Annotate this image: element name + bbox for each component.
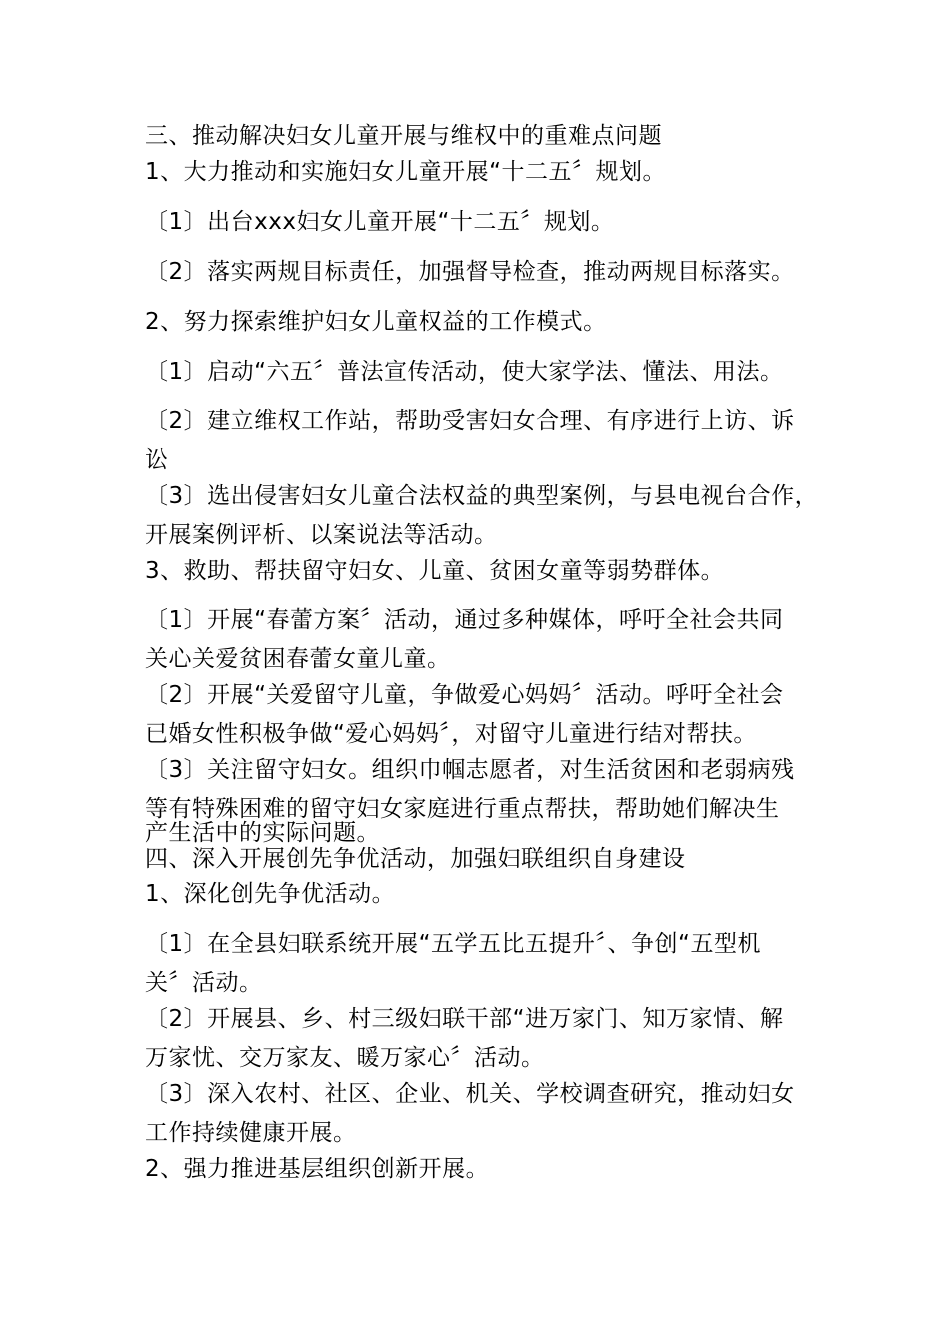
item-heading: 2、强力推进基层组织创新开展。	[145, 1156, 490, 1182]
text-line: 讼	[145, 447, 169, 473]
text-line: 〔1〕出台xxx妇女儿童开展“十二五〞规划。	[145, 209, 615, 235]
text-line: 〔3〕深入农村、社区、企业、机关、学校调查研究，推动妇女	[145, 1081, 795, 1107]
text-line: 〔1〕开展“春蕾方案〞活动，通过多种媒体，呼吁全社会共同	[145, 607, 784, 633]
item-heading: 2、努力探索维护妇女儿童权益的工作模式。	[145, 309, 607, 335]
section-heading-3: 三、推动解决妇女儿童开展与维权中的重难点问题	[145, 123, 662, 149]
text-line: 关〞活动。	[145, 970, 263, 996]
text-line: 万家忧、交万家友、暖万家心〞活动。	[145, 1045, 545, 1071]
text-line: 〔3〕选出侵害妇女儿童合法权益的典型案例，与县电视台合作，	[145, 483, 819, 509]
text-line: 〔3〕关注留守妇女。组织巾帼志愿者，对生活贫困和老弱病残	[145, 757, 795, 783]
text-line: 〔2〕开展县、乡、村三级妇联干部“进万家门、知万家情、解	[145, 1006, 784, 1032]
text-line: 等有特殊困难的留守妇女家庭进行重点帮扶，帮助她们解决生	[145, 796, 780, 822]
text-line: 〔2〕开展“关爱留守儿童，争做爱心妈妈〞活动。呼吁全社会	[145, 682, 784, 708]
text-line: 工作持续健康开展。	[145, 1120, 357, 1146]
text-line: 开展案例评析、以案说法等活动。	[145, 522, 498, 548]
item-heading: 1、深化创先争优活动。	[145, 881, 396, 907]
text-line: 产生活中的实际问题。	[145, 820, 380, 846]
text-line: 已婚女性积极争做“爱心妈妈〞，对留守儿童进行结对帮扶。	[145, 721, 757, 747]
item-heading: 1、大力推动和实施妇女儿童开展“十二五〞规划。	[145, 159, 667, 185]
text-line: 〔1〕启动“六五〞普法宣传活动，使大家学法、懂法、用法。	[145, 359, 784, 385]
text-line: 〔2〕建立维权工作站，帮助受害妇女合理、有序进行上访、诉	[145, 408, 795, 434]
text-line: 〔1〕在全县妇联系统开展“五学五比五提升〞、争创“五型机	[145, 931, 761, 957]
text-line: 关心关爱贫困春蕾女童儿童。	[145, 646, 451, 672]
section-heading-4: 四、深入开展创先争优活动，加强妇联组织自身建设	[145, 846, 686, 872]
item-heading: 3、救助、帮扶留守妇女、儿童、贫困女童等弱势群体。	[145, 558, 725, 584]
text-line: 〔2〕落实两规目标责任，加强督导检查，推动两规目标落实。	[145, 259, 795, 285]
